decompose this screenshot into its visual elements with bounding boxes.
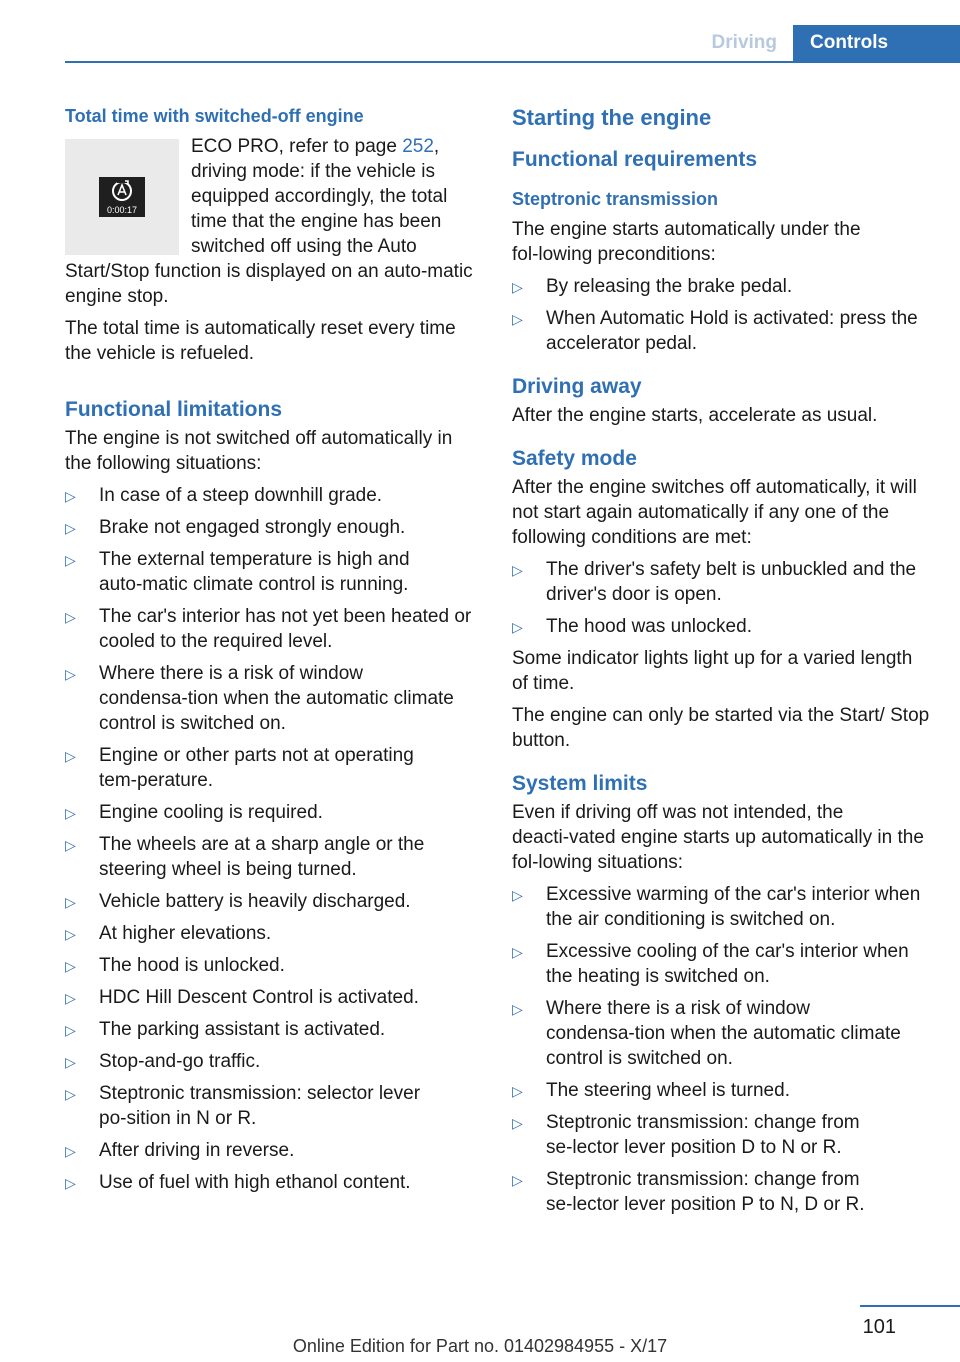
triangle-bullet-icon: ▷ — [65, 552, 76, 568]
limitation-item — [65, 547, 479, 597]
limitation-item — [65, 1170, 479, 1195]
safety-intro: After the engine switches off automatically, it will not start again automatically if any one of the following conditions are met: — [512, 477, 917, 548]
system-limit-item — [512, 1078, 930, 1103]
edition-line: Online Edition for Part no. 01402984955 - X/17 — [292, 1336, 668, 1356]
list-item-text: Steptronic transmission: change from se‑lector lever position P to N, D or R. — [546, 1169, 865, 1215]
limitations-intro: The engine is not switched off automatically in the following situations: — [65, 428, 453, 474]
system-limits-list — [512, 882, 930, 1217]
header-rule — [65, 61, 960, 63]
triangle-bullet-icon: ▷ — [65, 805, 76, 821]
limitations-list — [65, 483, 479, 1195]
system-limit-item — [512, 882, 930, 932]
triangle-bullet-icon: ▷ — [512, 1115, 523, 1131]
triangle-bullet-icon: ▷ — [65, 1143, 76, 1159]
triangle-bullet-icon: ▷ — [65, 958, 76, 974]
steptronic-list — [512, 274, 930, 356]
system-limits-heading: System limits — [512, 772, 648, 795]
list-item-text: Brake not engaged strongly enough. — [99, 517, 406, 538]
triangle-bullet-icon: ▷ — [512, 1001, 523, 1017]
steptronic-item — [512, 306, 930, 356]
safety-list — [512, 557, 930, 639]
tab-driving[interactable]: Driving — [711, 32, 777, 53]
system-limit-item — [512, 939, 930, 989]
list-item-text: Use of fuel with high ethanol content. — [99, 1172, 411, 1193]
triangle-bullet-icon: ▷ — [512, 311, 523, 327]
steptronic-heading: Steptronic transmission — [512, 189, 719, 209]
list-item-text: In case of a steep downhill grade. — [99, 485, 383, 506]
list-item-text: Where there is a risk of window condensa‑tion when the automatic climate control is switched on. — [99, 663, 454, 734]
triangle-bullet-icon: ▷ — [65, 666, 76, 682]
list-item-text: The car's interior has not yet been heated or cooled to the required level. — [99, 606, 472, 652]
triangle-bullet-icon: ▷ — [65, 1175, 76, 1191]
list-item-text: HDC Hill Descent Control is activated. — [99, 987, 419, 1008]
limitation-item — [65, 661, 479, 736]
reset-paragraph: The total time is automatically reset every time the vehicle is refueled. — [65, 318, 456, 364]
list-item-text: Engine cooling is required. — [99, 802, 323, 823]
list-item-text: Steptronic transmission: change from se‑lector lever position D to N or R. — [546, 1112, 860, 1158]
driving-away-heading: Driving away — [512, 375, 642, 398]
safety-mode-heading: Safety mode — [512, 447, 637, 470]
safety-item — [512, 557, 930, 607]
list-item-text: Where there is a risk of window condensa‑tion when the automatic climate control is switched on. — [546, 998, 901, 1069]
triangle-bullet-icon: ▷ — [65, 1086, 76, 1102]
limitation-item — [65, 483, 479, 508]
list-item-text: By releasing the brake pedal. — [546, 276, 793, 297]
right-column — [512, 103, 930, 1224]
list-item-text: The steering wheel is turned. — [546, 1080, 790, 1101]
limitation-item — [65, 800, 479, 825]
eco-text-after: , driving mode: if the vehicle is equipped accordingly, the total time that the engine has been switched off using the Auto Start/Stop function is displayed on an auto‑matic engine stop. — [65, 136, 473, 307]
triangle-bullet-icon: ▷ — [65, 926, 76, 942]
page-number: 101 — [862, 1316, 896, 1338]
system-limit-item — [512, 1167, 930, 1217]
list-item-text: The driver's safety belt is unbuckled and the driver's door is open. — [546, 559, 917, 605]
limitation-item — [65, 1081, 479, 1131]
auto-start-stop-icon-box — [65, 139, 179, 255]
total-time-heading: Total time with switched-off engine — [65, 106, 364, 126]
steptronic-item — [512, 274, 930, 299]
limitation-item — [65, 515, 479, 540]
page-link-252[interactable]: 252 — [402, 136, 434, 157]
triangle-bullet-icon: ▷ — [65, 520, 76, 536]
triangle-bullet-icon: ▷ — [512, 1172, 523, 1188]
list-item-text: The wheels are at a sharp angle or the steering wheel is being turned. — [99, 834, 425, 880]
list-item-text: Vehicle battery is heavily discharged. — [99, 891, 411, 912]
list-item-text: When Automatic Hold is activated: press the accelerator pedal. — [546, 308, 918, 354]
auto-start-stop-icon — [99, 177, 145, 217]
triangle-bullet-icon: ▷ — [512, 562, 523, 578]
list-item-text: At higher elevations. — [99, 923, 272, 944]
limitation-item — [65, 1049, 479, 1074]
triangle-bullet-icon: ▷ — [65, 837, 76, 853]
limitation-item — [65, 953, 479, 978]
limitation-item — [65, 743, 479, 793]
triangle-bullet-icon: ▷ — [512, 944, 523, 960]
limitation-item — [65, 921, 479, 946]
tab-controls[interactable]: Controls — [793, 25, 960, 61]
triangle-bullet-icon: ▷ — [512, 887, 523, 903]
steptronic-intro: The engine starts automatically under the fol‑lowing preconditions: — [512, 219, 861, 265]
safety-note-indicator: Some indicator lights light up for a varied length of time. — [512, 648, 913, 694]
system-limit-item — [512, 996, 930, 1071]
list-item-text: Steptronic transmission: selector lever po‑sition in N or R. — [99, 1083, 421, 1129]
icon-time-readout: 0:00:17 — [106, 205, 138, 215]
list-item-text: After driving in reverse. — [99, 1140, 295, 1161]
list-item-text: The external temperature is high and auto‑matic climate control is running. — [99, 549, 410, 595]
starting-engine-heading: Starting the engine — [512, 105, 712, 130]
limitation-item — [65, 889, 479, 914]
driving-away-text: After the engine starts, accelerate as usual. — [512, 405, 878, 426]
triangle-bullet-icon: ▷ — [65, 488, 76, 504]
limitation-item — [65, 985, 479, 1010]
triangle-bullet-icon: ▷ — [512, 279, 523, 295]
triangle-bullet-icon: ▷ — [65, 1022, 76, 1038]
functional-requirements-heading: Functional requirements — [512, 148, 758, 171]
footer-rule — [860, 1305, 960, 1307]
list-item-text: The hood was unlocked. — [546, 616, 752, 637]
list-item-text: Engine or other parts not at operating tem‑perature. — [99, 745, 414, 791]
triangle-bullet-icon: ▷ — [512, 619, 523, 635]
safety-note-start-stop: The engine can only be started via the Start/ Stop button. — [512, 705, 930, 751]
triangle-bullet-icon: ▷ — [65, 748, 76, 764]
list-item-text: Excessive warming of the car's interior when the air conditioning is switched on. — [546, 884, 921, 930]
triangle-bullet-icon: ▷ — [65, 894, 76, 910]
system-limits-intro: Even if driving off was not intended, the deacti‑vated engine starts up automatically in the fol‑lowing situations: — [512, 802, 924, 873]
list-item-text: Stop-and-go traffic. — [99, 1051, 261, 1072]
page-header — [696, 25, 960, 61]
limitations-heading: Functional limitations — [65, 398, 283, 421]
limitation-item — [65, 1017, 479, 1042]
triangle-bullet-icon: ▷ — [65, 990, 76, 1006]
limitation-item — [65, 832, 479, 882]
triangle-bullet-icon: ▷ — [65, 1054, 76, 1070]
list-item-text: The hood is unlocked. — [99, 955, 285, 976]
triangle-bullet-icon: ▷ — [512, 1083, 523, 1099]
list-item-text: The parking assistant is activated. — [99, 1019, 386, 1040]
limitation-item — [65, 1138, 479, 1163]
triangle-bullet-icon: ▷ — [65, 609, 76, 625]
eco-text-before: ECO PRO, refer to page — [191, 136, 403, 157]
safety-item — [512, 614, 930, 639]
system-limit-item — [512, 1110, 930, 1160]
list-item-text: Excessive cooling of the car's interior when the heating is switched on. — [546, 941, 909, 987]
left-column — [65, 103, 479, 1202]
limitation-item — [65, 604, 479, 654]
